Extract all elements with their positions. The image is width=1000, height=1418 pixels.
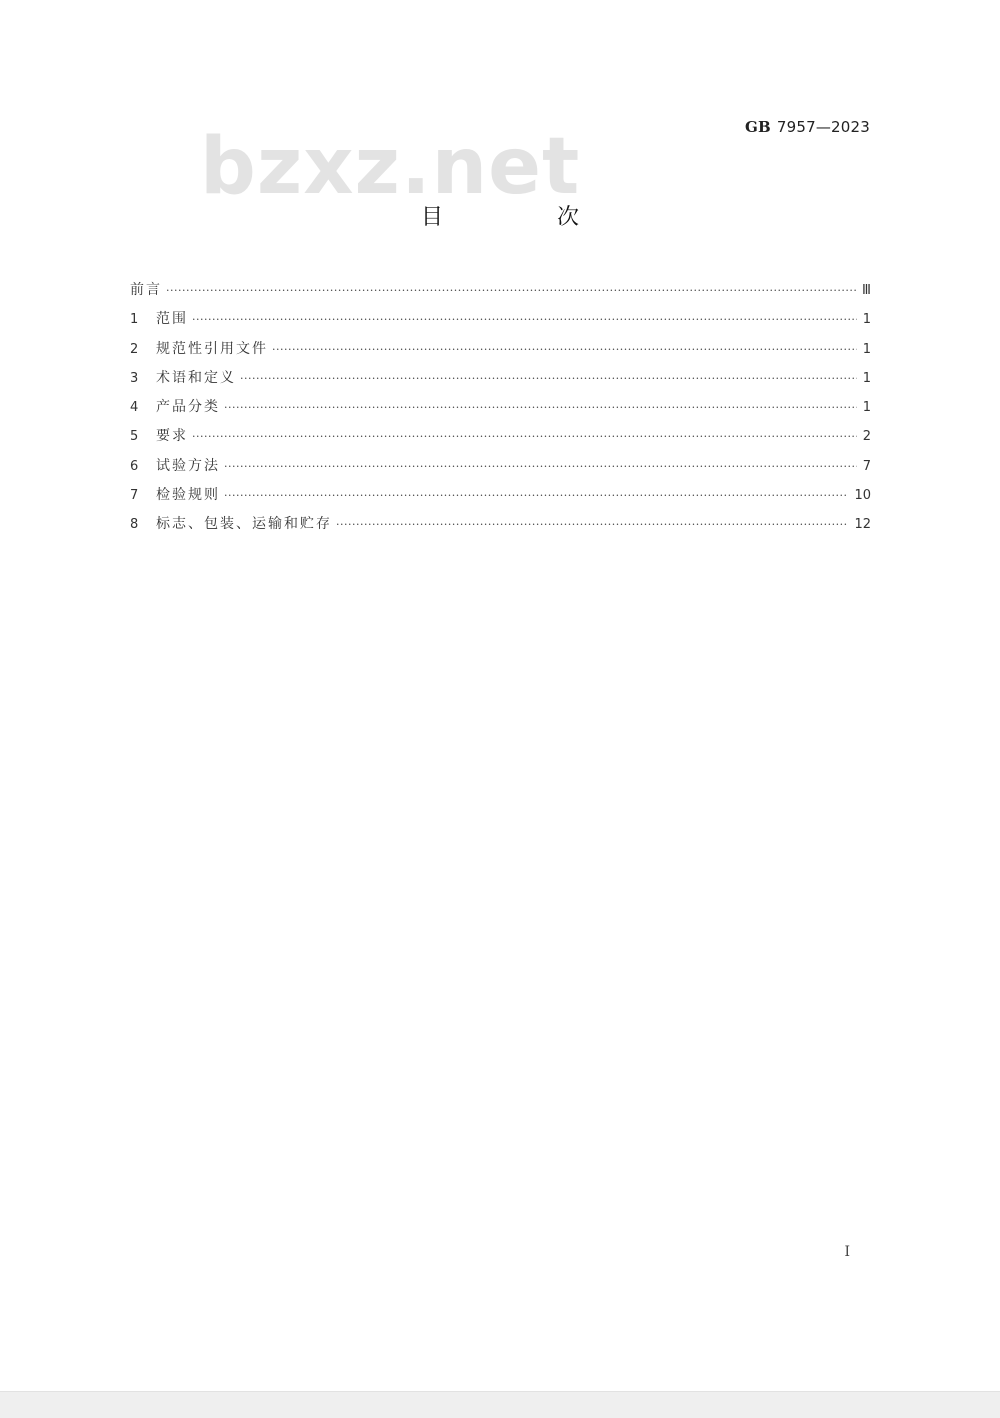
toc-entry-page: 1 — [862, 400, 871, 416]
toc-leader-dots — [224, 489, 848, 502]
toc-entry-page: Ⅲ — [862, 283, 871, 298]
toc-entry-5[interactable] — [130, 425, 871, 454]
toc-entry-text: 标志、包装、运输和贮存 — [156, 516, 332, 533]
watermark-text: bzxz.net — [200, 122, 581, 212]
toc-entry-page: 1 — [862, 312, 871, 328]
table-of-contents — [130, 279, 871, 543]
standard-code: 7957—2023 — [776, 118, 870, 136]
toc-entry-text: 试验方法 — [156, 457, 220, 474]
toc-entry-6[interactable] — [130, 455, 871, 484]
toc-entry-page: 1 — [862, 370, 871, 386]
toc-entry-1[interactable] — [130, 308, 871, 337]
toc-entry-page: 7 — [862, 458, 871, 474]
toc-leader-dots — [192, 430, 857, 443]
toc-entry-number: 5 — [130, 429, 139, 445]
viewer-bottom-strip — [0, 1391, 1000, 1418]
toc-title: 目 次 — [420, 205, 625, 230]
toc-entry-text: 要求 — [156, 428, 188, 445]
toc-leader-dots — [166, 284, 856, 297]
toc-leader-dots — [272, 343, 857, 356]
toc-entry-text: 检验规则 — [156, 487, 220, 504]
toc-leader-dots — [336, 518, 848, 531]
toc-entry-number: 4 — [130, 400, 139, 416]
toc-entry-4[interactable] — [130, 396, 871, 425]
toc-entry-number: 8 — [130, 517, 139, 533]
toc-leader-dots — [224, 460, 857, 473]
toc-entry-7[interactable] — [130, 484, 871, 513]
toc-entry-text: 产品分类 — [156, 399, 220, 416]
toc-leader-dots — [192, 313, 857, 326]
standard-number — [745, 118, 870, 136]
toc-entry-text: 术语和定义 — [156, 369, 236, 386]
toc-entry-number: 1 — [130, 312, 139, 328]
toc-entry-text: 范围 — [156, 311, 188, 328]
page-number: I — [844, 1244, 850, 1260]
toc-entry-number: 7 — [130, 488, 139, 504]
toc-entry-8[interactable] — [130, 513, 871, 542]
toc-leader-dots — [224, 401, 857, 414]
toc-entry-number: 3 — [130, 370, 139, 386]
standard-prefix: GB — [744, 118, 771, 136]
toc-entry-foreword[interactable] — [130, 279, 871, 308]
toc-entry-text: 规范性引用文件 — [156, 340, 268, 357]
toc-entry-3[interactable] — [130, 367, 871, 396]
toc-entry-number: 2 — [130, 341, 139, 357]
toc-entry-page: 2 — [862, 429, 871, 445]
toc-entry-page: 10 — [854, 488, 871, 504]
toc-entry-page: 12 — [854, 517, 871, 533]
toc-leader-dots — [240, 372, 857, 385]
toc-entry-2[interactable] — [130, 338, 871, 367]
toc-entry-text: 前言 — [130, 282, 162, 298]
toc-entry-number: 6 — [130, 458, 139, 474]
toc-entry-page: 1 — [862, 341, 871, 357]
